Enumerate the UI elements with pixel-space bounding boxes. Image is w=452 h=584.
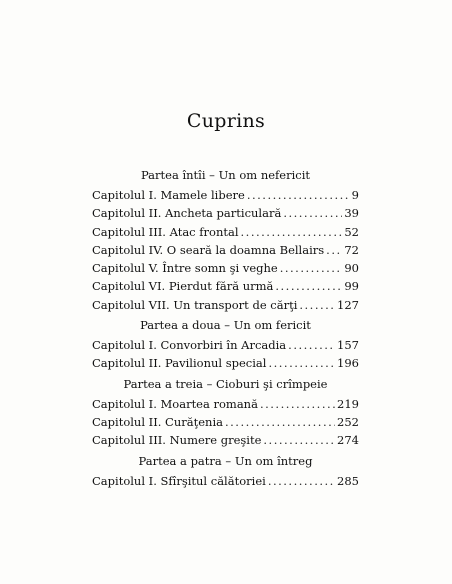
dot-leader (275, 277, 342, 295)
dot-leader (241, 223, 343, 241)
chapter-title: Capitolul III. Atac frontal (92, 224, 239, 239)
dot-leader (247, 186, 350, 204)
toc-entry (92, 277, 359, 295)
dot-leader (299, 296, 335, 314)
page-number: 157 (337, 338, 359, 353)
page-number: 285 (337, 473, 359, 488)
chapter-title: Capitolul V. Între somn şi veghe (92, 261, 278, 276)
page-number: 252 (337, 414, 359, 429)
chapter-title: Capitolul I. Moartea romană (92, 396, 258, 411)
dot-leader (260, 395, 335, 413)
chapter-title: Capitolul VII. Un transport de cărţi (92, 297, 298, 312)
dot-leader (263, 431, 335, 449)
toc-entry (92, 241, 359, 259)
part-heading: Partea a treia – Cioburi şi crîmpeie (123, 376, 328, 391)
dot-leader (326, 241, 342, 259)
part-heading: Partea a doua – Un om fericit (140, 318, 311, 333)
dot-leader (283, 204, 342, 222)
page-number: 219 (337, 396, 359, 411)
page-number: 90 (344, 261, 359, 276)
toc-entry (92, 354, 359, 372)
page-number: 52 (344, 224, 359, 239)
toc-entry (92, 186, 359, 204)
chapter-title: Capitolul VI. Pierdut fără urmă (92, 279, 274, 294)
page-number: 127 (337, 297, 359, 312)
dot-leader (280, 259, 343, 277)
toc-entry (92, 259, 359, 277)
dot-leader (225, 413, 335, 431)
chapter-title: Capitolul III. Numere greşite (92, 433, 262, 448)
dot-leader (268, 354, 335, 372)
toc-entry (92, 395, 359, 413)
chapter-title: Capitolul II. Ancheta particulară (92, 206, 282, 221)
page-number: 274 (337, 433, 359, 448)
table-of-contents (92, 166, 359, 490)
toc-entry (92, 336, 359, 354)
dot-leader (288, 336, 335, 354)
toc-entry (92, 296, 359, 314)
chapter-title: Capitolul II. Curăţenia (92, 414, 223, 429)
chapter-title: Capitolul I. Convorbiri în Arcadia (92, 338, 287, 353)
toc-entry (92, 431, 359, 449)
page-number: 99 (344, 279, 359, 294)
page-number: 72 (344, 242, 359, 257)
toc-entry (92, 204, 359, 222)
page-number: 39 (344, 206, 359, 221)
chapter-title: Capitolul I. Sfîrşitul călătoriei (92, 473, 266, 488)
chapter-title: Capitolul IV. O seară la doamna Bellairs (92, 242, 325, 257)
part-heading: Partea a patra – Un om întreg (138, 453, 313, 468)
page-number: 196 (337, 356, 359, 371)
page-title: Cuprins (186, 110, 266, 132)
toc-entry (92, 223, 359, 241)
toc-entry (92, 472, 359, 490)
toc-entry (92, 413, 359, 431)
page-number: 9 (351, 188, 359, 202)
chapter-title: Capitolul II. Pavilionul special (92, 356, 267, 371)
chapter-title: Capitolul I. Mamele libere (92, 188, 245, 202)
dot-leader (268, 472, 335, 490)
part-heading: Partea întîi – Un om nefericit (140, 168, 311, 182)
